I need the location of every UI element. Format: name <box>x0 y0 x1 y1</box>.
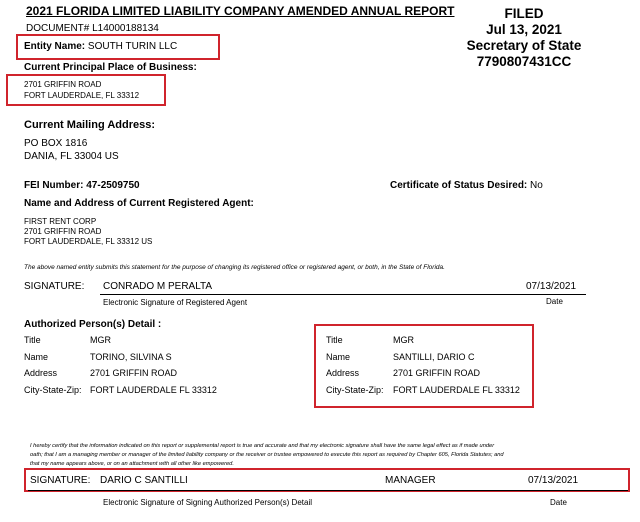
agent-signature-caption: Electronic Signature of Registered Agent <box>103 298 248 307</box>
person2-title-label: Title <box>326 335 343 345</box>
final-signature-label: SIGNATURE: <box>30 475 91 486</box>
document-number: DOCUMENT# L14000188134 <box>26 23 159 34</box>
person1-title: MGR <box>90 335 111 345</box>
filed-label: FILED <box>504 6 544 21</box>
final-signature-line <box>28 490 628 491</box>
mailing-line1: PO BOX 1816 <box>24 138 88 149</box>
final-signature-name: DARIO C SANTILLI <box>100 475 188 486</box>
agent-signature-line <box>100 294 586 295</box>
person2-address: 2701 GRIFFIN ROAD <box>393 368 481 378</box>
person2-title: MGR <box>393 335 414 345</box>
certification-line2: oath; that I am a managing member or manager of the limited liability company or the receiver or trustee empowered to execute this report as required by Chapter 605, Florida Statutes; and <box>30 452 504 458</box>
certificate-status <box>390 180 543 191</box>
agent-date-caption: Date <box>546 297 563 306</box>
agent-line3: FORT LAUDERDALE, FL 33312 US <box>24 237 153 246</box>
principal-label: Current Principal Place of Business: <box>24 62 197 73</box>
agent-signature-label: SIGNATURE: <box>24 281 85 292</box>
final-date-caption: Date <box>550 498 567 507</box>
agent-line1: FIRST RENT CORP <box>24 217 97 226</box>
principal-line1: 2701 GRIFFIN ROAD <box>24 80 102 89</box>
person2-name: SANTILLI, DARIO C <box>393 352 475 362</box>
agent-label: Name and Address of Current Registered Agent: <box>24 198 254 209</box>
principal-line2: FORT LAUDERDALE, FL 33312 <box>24 91 140 100</box>
entity-name <box>24 41 177 52</box>
person1-address: 2701 GRIFFIN ROAD <box>90 368 178 378</box>
certificate-label: Certificate of Status Desired: <box>390 180 528 191</box>
person1-csz: FORT LAUDERDALE FL 33312 <box>90 385 217 395</box>
person2-csz: FORT LAUDERDALE FL 33312 <box>393 385 520 395</box>
certification-line1: I hereby certify that the information indicated on this report or supplemental report is true and accurate and that my electronic signature shall have the same legal effect as if made under <box>30 443 495 449</box>
agent-statement: The above named entity submits this statement for the purpose of changing its registered office or registered agent, or both, in the State of Florida. <box>24 264 445 271</box>
mailing-line2: DANIA, FL 33004 US <box>24 151 119 162</box>
filed-date: Jul 13, 2021 <box>486 22 562 37</box>
person2-address-label: Address <box>326 368 360 378</box>
agent-line2: 2701 GRIFFIN ROAD <box>24 227 102 236</box>
entity-name-label: Entity Name: <box>24 41 86 52</box>
person1-csz-label: City-State-Zip: <box>24 385 82 395</box>
person2-highlight <box>314 324 534 408</box>
agent-signature-name: CONRADO M PERALTA <box>103 281 213 292</box>
person2-csz-label: City-State-Zip: <box>326 385 384 395</box>
authorized-label: Authorized Person(s) Detail : <box>24 319 162 330</box>
final-signature-date: 07/13/2021 <box>528 475 579 486</box>
final-signature-title: MANAGER <box>385 475 436 486</box>
report-title: 2021 FLORIDA LIMITED LIABILITY COMPANY AMENDED ANNUAL REPORT <box>26 4 455 18</box>
filed-by: Secretary of State <box>466 38 582 53</box>
principal-address-highlight <box>6 74 166 106</box>
certification-line3: that my name appears above, or on an attachment with all other like empowered. <box>30 461 234 467</box>
filed-stamp <box>458 6 590 70</box>
mailing-label: Current Mailing Address: <box>24 119 155 131</box>
agent-signature-date: 07/13/2021 <box>526 281 577 292</box>
fei-number <box>24 180 140 191</box>
final-signature-caption: Electronic Signature of Signing Authorized Person(s) Detail <box>103 498 312 507</box>
fei-value: 47-2509750 <box>86 180 140 191</box>
filed-number: 7790807431CC <box>476 54 572 69</box>
certificate-value: No <box>530 180 543 191</box>
person1-title-label: Title <box>24 335 41 345</box>
fei-label: FEI Number: <box>24 180 84 191</box>
person1-address-label: Address <box>24 368 58 378</box>
person1-name-label: Name <box>24 352 49 362</box>
entity-name-value: SOUTH TURIN LLC <box>87 41 178 52</box>
person2-name-label: Name <box>326 352 351 362</box>
person1-name: TORINO, SILVINA S <box>90 352 172 362</box>
